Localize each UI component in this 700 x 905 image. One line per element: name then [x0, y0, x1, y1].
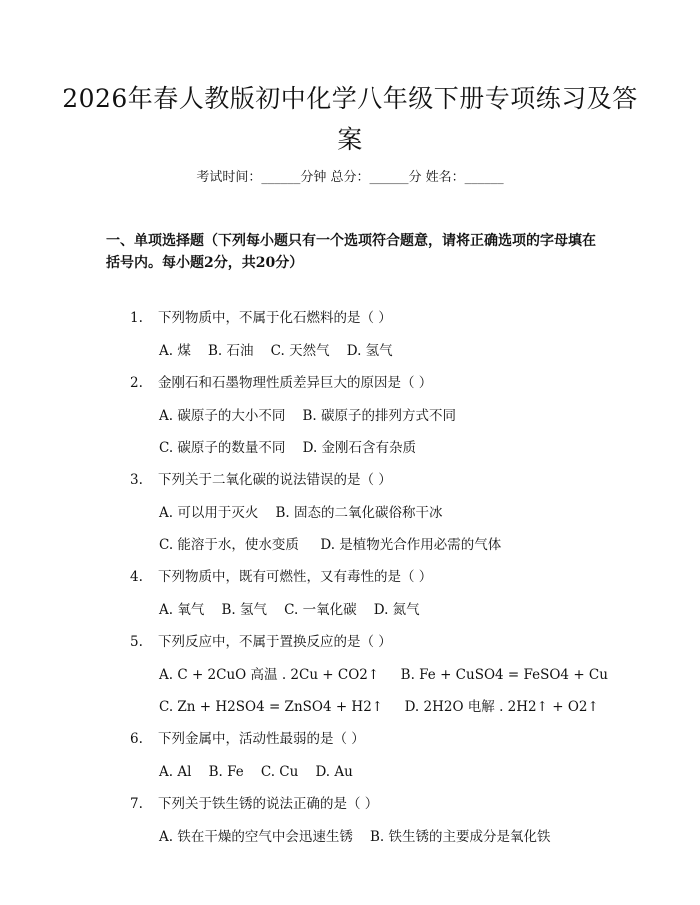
question-text: 下列关于二氧化碳的说法错误的是（ ）	[158, 472, 392, 488]
question-number: 4.	[130, 569, 143, 585]
question-text: 下列关于铁生锈的说法正确的是（ ）	[158, 796, 379, 812]
question-text: 下列金属中，活动性最弱的是（ ）	[158, 731, 365, 747]
question-3-options-2: C. 能溶于水，使水变质 D. 是植物光合作用必需的气体	[159, 537, 502, 553]
question-6	[130, 729, 610, 749]
question-5	[130, 632, 610, 652]
question-text: 金刚石和石墨物理性质差异巨大的原因是（ ）	[158, 375, 433, 391]
question-number: 6.	[130, 731, 143, 747]
question-4-options-1: A. 氧气 B. 氢气 C. 一氧化碳 D. 氮气	[159, 602, 420, 618]
question-2-options-2: C. 碳原子的数量不同 D. 金刚石含有杂质	[159, 440, 417, 456]
question-1-options-1: A. 煤 B. 石油 C. 天然气 D. 氢气	[159, 343, 393, 359]
question-text: 下列物质中，不属于化石燃料的是（ ）	[158, 310, 392, 326]
exam-info: 考试时间：______分钟 总分：______分 姓名：______	[196, 170, 504, 185]
document-title: 2026年春人教版初中化学八年级下册专项练习及答案	[62, 84, 638, 154]
question-text: 下列反应中，不属于置换反应的是（ ）	[158, 634, 392, 650]
question-7-options-1: A. 铁在干燥的空气中会迅速生锈 B. 铁生锈的主要成分是氧化铁	[159, 829, 551, 845]
question-number: 5.	[130, 634, 143, 650]
question-text: 下列物质中，既有可燃性，又有毒性的是（ ）	[158, 569, 433, 585]
question-1	[130, 308, 610, 328]
question-number: 3.	[130, 472, 143, 488]
question-number: 1.	[130, 310, 143, 326]
question-2-options-1: A. 碳原子的大小不同 B. 碳原子的排列方式不同	[159, 408, 456, 424]
question-5-options-1: A. C + 2CuO 高温 . 2Cu + CO2↑ B. Fe + CuSO4 = FeSO4 + Cu	[159, 667, 608, 683]
question-number: 2.	[130, 375, 143, 391]
question-3-options-1: A. 可以用于灭火 B. 固态的二氧化碳俗称干冰	[159, 505, 443, 521]
question-2	[130, 373, 610, 393]
question-7	[130, 794, 610, 814]
section-heading: 一、单项选择题（下列每小题只有一个选项符合题意，请将正确选项的字母填在括号内。每小题2分，共20分）	[106, 233, 596, 271]
question-number: 7.	[130, 796, 143, 812]
question-5-options-2: C. Zn + H2SO4 = ZnSO4 + H2↑ D. 2H2O 电解 . 2H2↑ + O2↑	[159, 699, 599, 715]
question-3	[130, 470, 610, 490]
question-6-options-1: A. Al B. Fe C. Cu D. Au	[159, 764, 353, 780]
question-4	[130, 567, 610, 587]
